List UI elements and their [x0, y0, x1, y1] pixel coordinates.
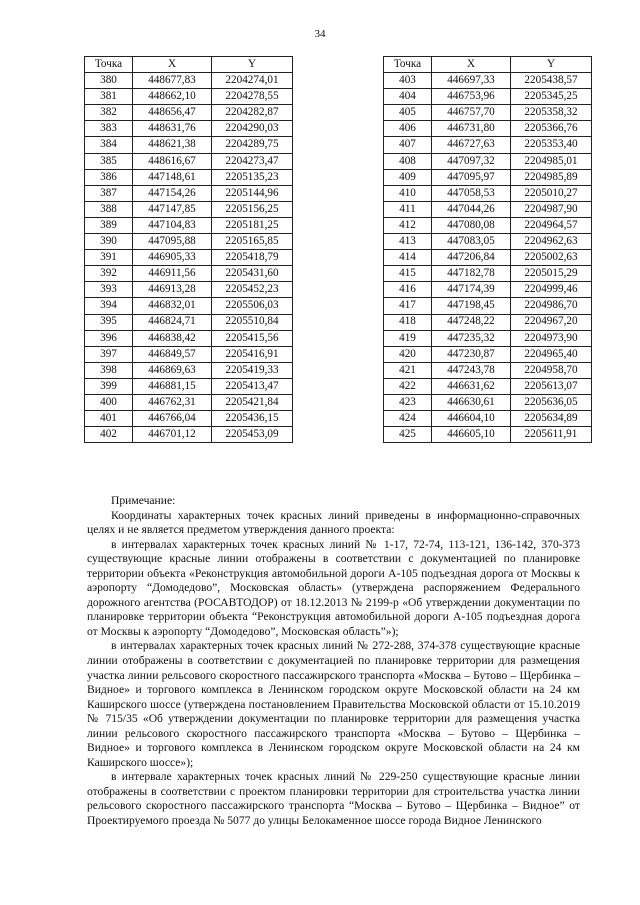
cell-x: 446753,96: [432, 89, 511, 105]
cell-y: 2204289,75: [212, 137, 293, 153]
cell-x: 446605,10: [432, 427, 511, 443]
table-row: [384, 234, 592, 250]
note-paragraph: в интервале характерных точек красных линий № 229-250 существующие красные линии отображены в соответствии с проектом планировки территории для строительства участка линии рельсового скоростного пассажирского транспорта “Москва – Бутово – Щербинка – Видное” от Проектируемого проезда № 5077 до улицы Белокаменное шоссе города Видное Ленинского: [87, 770, 580, 828]
cell-y: 2205436,15: [212, 411, 293, 427]
cell-x: 447097,32: [432, 153, 511, 169]
cell-point: 396: [85, 330, 133, 346]
cell-x: 447148,61: [133, 169, 212, 185]
table-row: [85, 73, 293, 89]
cell-point: 410: [384, 185, 432, 201]
cell-x: 448621,38: [133, 137, 212, 153]
cell-point: 420: [384, 346, 432, 362]
cell-x: 447206,84: [432, 250, 511, 266]
cell-x: 448616,67: [133, 153, 212, 169]
cell-point: 383: [85, 121, 133, 137]
cell-y: 2205636,05: [511, 394, 592, 410]
table-row: [384, 298, 592, 314]
table-row: [384, 266, 592, 282]
table-row: [85, 250, 293, 266]
cell-point: 408: [384, 153, 432, 169]
cell-point: 394: [85, 298, 133, 314]
cell-y: 2205144,96: [212, 185, 293, 201]
cell-point: 404: [384, 89, 432, 105]
cell-point: 382: [85, 105, 133, 121]
cell-point: 422: [384, 378, 432, 394]
table-header-row: [384, 57, 592, 73]
cell-y: 2205419,33: [212, 362, 293, 378]
cell-y: 2205453,09: [212, 427, 293, 443]
cell-point: 400: [85, 394, 133, 410]
header-point: Точка: [384, 57, 432, 73]
cell-y: 2205438,57: [511, 73, 592, 89]
cell-x: 447248,22: [432, 314, 511, 330]
table-row: [384, 73, 592, 89]
cell-y: 2205421,84: [212, 394, 293, 410]
cell-point: 388: [85, 201, 133, 217]
note-section: [87, 494, 580, 829]
cell-x: 446604,10: [432, 411, 511, 427]
cell-y: 2205415,56: [212, 330, 293, 346]
table-header-row: [85, 57, 293, 73]
table-row: [384, 378, 592, 394]
cell-x: 448662,10: [133, 89, 212, 105]
header-y: Y: [511, 57, 592, 73]
cell-x: 446697,33: [432, 73, 511, 89]
cell-x: 447147,85: [133, 201, 212, 217]
page-number: 34: [314, 28, 326, 40]
cell-point: 423: [384, 394, 432, 410]
cell-point: 397: [85, 346, 133, 362]
table-row: [384, 314, 592, 330]
cell-y: 2205010,27: [511, 185, 592, 201]
table-row: [85, 314, 293, 330]
table-row: [384, 250, 592, 266]
table-row: [384, 394, 592, 410]
table-row: [384, 121, 592, 137]
cell-point: 412: [384, 217, 432, 233]
cell-y: 2205366,76: [511, 121, 592, 137]
header-x: X: [432, 57, 511, 73]
cell-point: 381: [85, 89, 133, 105]
table-row: [85, 394, 293, 410]
header-x: X: [133, 57, 212, 73]
cell-x: 447243,78: [432, 362, 511, 378]
table-row: [384, 346, 592, 362]
cell-y: 2204278,55: [212, 89, 293, 105]
table-row: [85, 137, 293, 153]
cell-point: 424: [384, 411, 432, 427]
cell-x: 446911,56: [133, 266, 212, 282]
table-row: [85, 169, 293, 185]
cell-y: 2204965,40: [511, 346, 592, 362]
cell-point: 419: [384, 330, 432, 346]
table-row: [384, 362, 592, 378]
note-title: Примечание:: [111, 494, 176, 507]
header-point: Точка: [85, 57, 133, 73]
cell-point: 391: [85, 250, 133, 266]
table-row: [384, 89, 592, 105]
cell-y: 2205358,32: [511, 105, 592, 121]
cell-y: 2205611,91: [511, 427, 592, 443]
cell-x: 446824,71: [133, 314, 212, 330]
note-paragraph: в интервалах характерных точек красных линий № 272-288, 374-378 существующие красные линии отображены в соответствии с документацией по планировке территории для размещения участка линии рельсового скоростного пассажирского транспорта «Москва – Бутово – Щербинка – Видное» и торгового комплекса в Ленинском городском округе Московской области на 24 км Каширского шоссе (утверждена постановлением Правительства Московской области от 15.10.2019 № 715/35 «Об утверждении документации по планировке территории для размещения участка линии рельсового скоростного пассажирского транспорта «Москва – Бутово – Щербинка – Видное» и торгового комплекса в Ленинском городском округе Московской области на 24 км Каширского шоссе»);: [87, 639, 580, 769]
cell-point: 387: [85, 185, 133, 201]
table-row: [85, 298, 293, 314]
cell-x: 448656,47: [133, 105, 212, 121]
table-row: [85, 201, 293, 217]
cell-y: 2204967,20: [511, 314, 592, 330]
cell-x: 446766,04: [133, 411, 212, 427]
cell-x: 446881,15: [133, 378, 212, 394]
cell-point: 390: [85, 234, 133, 250]
table-row: [85, 330, 293, 346]
cell-point: 395: [85, 314, 133, 330]
table-row: [85, 378, 293, 394]
cell-point: 385: [85, 153, 133, 169]
cell-point: 405: [384, 105, 432, 121]
cell-y: 2205413,47: [212, 378, 293, 394]
table-row: [85, 234, 293, 250]
cell-x: 447083,05: [432, 234, 511, 250]
cell-y: 2205015,29: [511, 266, 592, 282]
cell-x: 446630,61: [432, 394, 511, 410]
cell-y: 2205418,79: [212, 250, 293, 266]
cell-x: 447198,45: [432, 298, 511, 314]
cell-y: 2204999,46: [511, 282, 592, 298]
cell-x: 446762,31: [133, 394, 212, 410]
cell-y: 2204290,03: [212, 121, 293, 137]
header-y: Y: [212, 57, 293, 73]
cell-x: 447174,39: [432, 282, 511, 298]
cell-y: 2205181,25: [212, 217, 293, 233]
table-row: [384, 427, 592, 443]
cell-x: 447230,87: [432, 346, 511, 362]
cell-y: 2205634,89: [511, 411, 592, 427]
cell-point: 392: [85, 266, 133, 282]
table-row: [85, 217, 293, 233]
cell-x: 447058,53: [432, 185, 511, 201]
cell-point: 407: [384, 137, 432, 153]
cell-point: 386: [85, 169, 133, 185]
cell-x: 447182,78: [432, 266, 511, 282]
cell-x: 446727,63: [432, 137, 511, 153]
cell-y: 2204962,63: [511, 234, 592, 250]
table-row: [384, 185, 592, 201]
cell-x: 447080,08: [432, 217, 511, 233]
coordinates-table-right: [383, 56, 592, 443]
cell-x: 448677,83: [133, 73, 212, 89]
table-row: [85, 282, 293, 298]
table-row: [384, 217, 592, 233]
table-row: [384, 169, 592, 185]
cell-x: 447095,97: [432, 169, 511, 185]
table-row: [384, 201, 592, 217]
table-row: [384, 330, 592, 346]
cell-x: 446905,33: [133, 250, 212, 266]
table-row: [85, 185, 293, 201]
cell-y: 2204973,90: [511, 330, 592, 346]
cell-point: 409: [384, 169, 432, 185]
cell-y: 2204282,87: [212, 105, 293, 121]
cell-point: 425: [384, 427, 432, 443]
cell-point: 415: [384, 266, 432, 282]
cell-y: 2205165,85: [212, 234, 293, 250]
table-row: [85, 105, 293, 121]
cell-x: 446849,57: [133, 346, 212, 362]
cell-point: 418: [384, 314, 432, 330]
cell-x: 446701,12: [133, 427, 212, 443]
cell-point: 399: [85, 378, 133, 394]
cell-x: 446838,42: [133, 330, 212, 346]
cell-y: 2205510,84: [212, 314, 293, 330]
cell-x: 446913,28: [133, 282, 212, 298]
cell-point: 417: [384, 298, 432, 314]
cell-point: 406: [384, 121, 432, 137]
cell-y: 2204958,70: [511, 362, 592, 378]
cell-x: 447154,26: [133, 185, 212, 201]
cell-x: 446731,80: [432, 121, 511, 137]
table-row: [85, 362, 293, 378]
cell-x: 446757,70: [432, 105, 511, 121]
cell-y: 2205431,60: [212, 266, 293, 282]
cell-point: 413: [384, 234, 432, 250]
cell-point: 384: [85, 137, 133, 153]
note-paragraph: Координаты характерных точек красных линий приведены в информационно-справочных целях и не является предметом утверждения данного проекта:: [87, 508, 580, 537]
cell-point: 393: [85, 282, 133, 298]
cell-y: 2205002,63: [511, 250, 592, 266]
cell-y: 2204964,57: [511, 217, 592, 233]
cell-y: 2205452,23: [212, 282, 293, 298]
cell-y: 2205416,91: [212, 346, 293, 362]
cell-y: 2205353,40: [511, 137, 592, 153]
cell-point: 398: [85, 362, 133, 378]
cell-y: 2205135,23: [212, 169, 293, 185]
table-row: [384, 105, 592, 121]
cell-x: 447044,26: [432, 201, 511, 217]
cell-y: 2205156,25: [212, 201, 293, 217]
cell-x: 446832,01: [133, 298, 212, 314]
cell-y: 2204274,01: [212, 73, 293, 89]
cell-point: 380: [85, 73, 133, 89]
table-row: [384, 153, 592, 169]
table-row: [384, 282, 592, 298]
cell-point: 416: [384, 282, 432, 298]
cell-point: 389: [85, 217, 133, 233]
table-row: [85, 89, 293, 105]
cell-point: 421: [384, 362, 432, 378]
cell-point: 414: [384, 250, 432, 266]
cell-y: 2205613,07: [511, 378, 592, 394]
table-row: [384, 411, 592, 427]
cell-point: 403: [384, 73, 432, 89]
cell-point: 401: [85, 411, 133, 427]
cell-x: 447095,88: [133, 234, 212, 250]
cell-point: 411: [384, 201, 432, 217]
table-row: [85, 121, 293, 137]
note-paragraph: в интервалах характерных точек красных линий № 1-17, 72-74, 113-121, 136-142, 370-373 существующие красные линии отображены в соответствии с документацией по планировке территории объекта «Реконструкция автомобильной дороги А-105 подъездная дорога от Москвы к аэропорту “Домодедово”, Московская область» (утверждена распоряжением Федерального дорожного агентства (РОСАВТОДОР) от 18.12.2013 № 2199-р «Об утверждении документации по планировке территории объекта “Реконструкция автомобильной дороги А-105 подъездная дорога от Москвы к аэропорту “Домодедово”, Московская область”»);: [87, 537, 580, 638]
table-row: [85, 153, 293, 169]
coordinates-table-left: [84, 56, 293, 443]
cell-x: 446869,63: [133, 362, 212, 378]
cell-y: 2204985,89: [511, 169, 592, 185]
cell-x: 447235,32: [432, 330, 511, 346]
table-row: [384, 137, 592, 153]
cell-y: 2204987,90: [511, 201, 592, 217]
cell-y: 2204985,01: [511, 153, 592, 169]
cell-point: 402: [85, 427, 133, 443]
table-row: [85, 427, 293, 443]
cell-y: 2204273,47: [212, 153, 293, 169]
cell-y: 2205345,25: [511, 89, 592, 105]
table-row: [85, 411, 293, 427]
cell-x: 448631,76: [133, 121, 212, 137]
cell-x: 447104,83: [133, 217, 212, 233]
cell-y: 2204986,70: [511, 298, 592, 314]
table-row: [85, 266, 293, 282]
cell-y: 2205506,03: [212, 298, 293, 314]
table-row: [85, 346, 293, 362]
cell-x: 446631,62: [432, 378, 511, 394]
